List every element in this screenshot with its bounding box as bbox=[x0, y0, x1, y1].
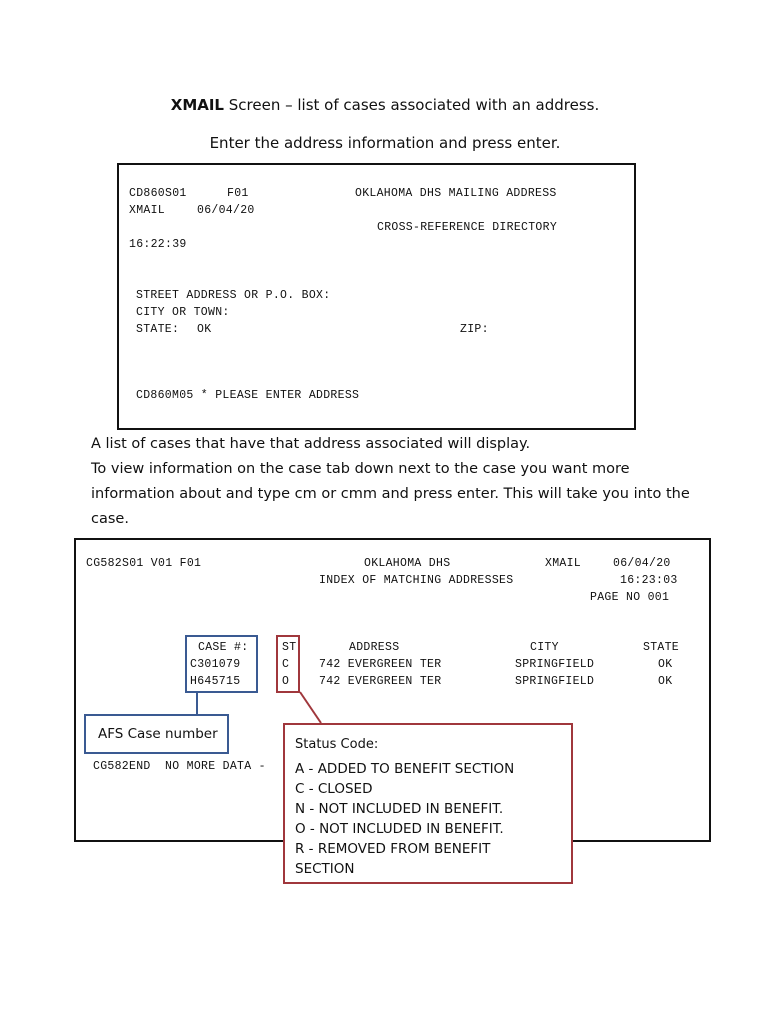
screen-date: 06/04/20 bbox=[197, 204, 255, 217]
function-code: F01 bbox=[227, 187, 249, 200]
transaction-code: XMAIL bbox=[545, 557, 582, 570]
page-number: PAGE NO 001 bbox=[590, 591, 670, 604]
table-row-status[interactable]: C bbox=[282, 658, 290, 671]
street-address-label: STREET ADDRESS OR P.O. BOX: bbox=[136, 289, 331, 302]
status-code-item: C - CLOSED bbox=[295, 781, 373, 797]
state-label: STATE: bbox=[136, 323, 180, 336]
screen-subtitle: INDEX OF MATCHING ADDRESSES bbox=[319, 574, 514, 587]
screen-org-title: OKLAHOMA DHS MAILING ADDRESS bbox=[355, 187, 557, 200]
status-code-item: N - NOT INCLUDED IN BENEFIT. bbox=[295, 801, 504, 817]
instruction-line-2: To view information on the case tab down next to the case you want more bbox=[91, 461, 630, 477]
state-field[interactable]: OK bbox=[197, 323, 212, 336]
table-row-state: OK bbox=[658, 675, 673, 688]
status-code-callout bbox=[283, 723, 573, 884]
page-title: XMAIL Screen – list of cases associated with an address. bbox=[170, 96, 600, 114]
page-subtitle: Enter the address information and press enter. bbox=[209, 134, 561, 152]
status-connector-line bbox=[300, 692, 321, 723]
instruction-line-1: A list of cases that have that address associated will display. bbox=[91, 436, 531, 452]
column-header-city: CITY bbox=[530, 641, 559, 654]
screen-time: 16:22:39 bbox=[129, 238, 187, 251]
column-header-case: CASE #: bbox=[198, 641, 249, 654]
status-code-title: Status Code: bbox=[295, 737, 379, 752]
screen-date: 06/04/20 bbox=[613, 557, 671, 570]
instruction-line-3: information about and type cm or cmm and press enter. This will take you into the bbox=[91, 486, 690, 502]
status-code-item: O - NOT INCLUDED IN BENEFIT. bbox=[295, 821, 504, 837]
table-row-case[interactable]: H645715 bbox=[190, 675, 241, 688]
zip-label: ZIP: bbox=[460, 323, 489, 336]
table-row-city: SPRINGFIELD bbox=[515, 658, 595, 671]
table-row-case[interactable]: C301079 bbox=[190, 658, 241, 671]
column-header-address: ADDRESS bbox=[349, 641, 400, 654]
status-code-item: A - ADDED TO BENEFIT SECTION bbox=[295, 761, 515, 777]
status-code-item: R - REMOVED FROM BENEFIT bbox=[295, 841, 491, 857]
column-header-state: STATE bbox=[643, 641, 680, 654]
screen-subtitle: CROSS-REFERENCE DIRECTORY bbox=[377, 221, 558, 234]
table-row-address: 742 EVERGREEN TER bbox=[319, 675, 442, 688]
afs-case-number-callout: AFS Case number bbox=[84, 714, 229, 754]
screen-time: 16:23:03 bbox=[620, 574, 678, 587]
end-of-data-message: CG582END NO MORE DATA - bbox=[93, 760, 266, 773]
column-header-st: ST bbox=[282, 641, 297, 654]
transaction-code: XMAIL bbox=[129, 204, 166, 217]
table-row-city: SPRINGFIELD bbox=[515, 675, 595, 688]
status-code-item: SECTION bbox=[295, 861, 355, 877]
city-label: CITY OR TOWN: bbox=[136, 306, 230, 319]
screen-org: OKLAHOMA DHS bbox=[364, 557, 451, 570]
table-row-state: OK bbox=[658, 658, 673, 671]
screen-message: CD860M05 * PLEASE ENTER ADDRESS bbox=[136, 389, 360, 402]
program-line: CG582S01 V01 F01 bbox=[86, 557, 202, 570]
table-row-status[interactable]: O bbox=[282, 675, 290, 688]
instruction-line-4: case. bbox=[91, 511, 129, 527]
table-row-address: 742 EVERGREEN TER bbox=[319, 658, 442, 671]
program-id: CD860S01 bbox=[129, 187, 187, 200]
